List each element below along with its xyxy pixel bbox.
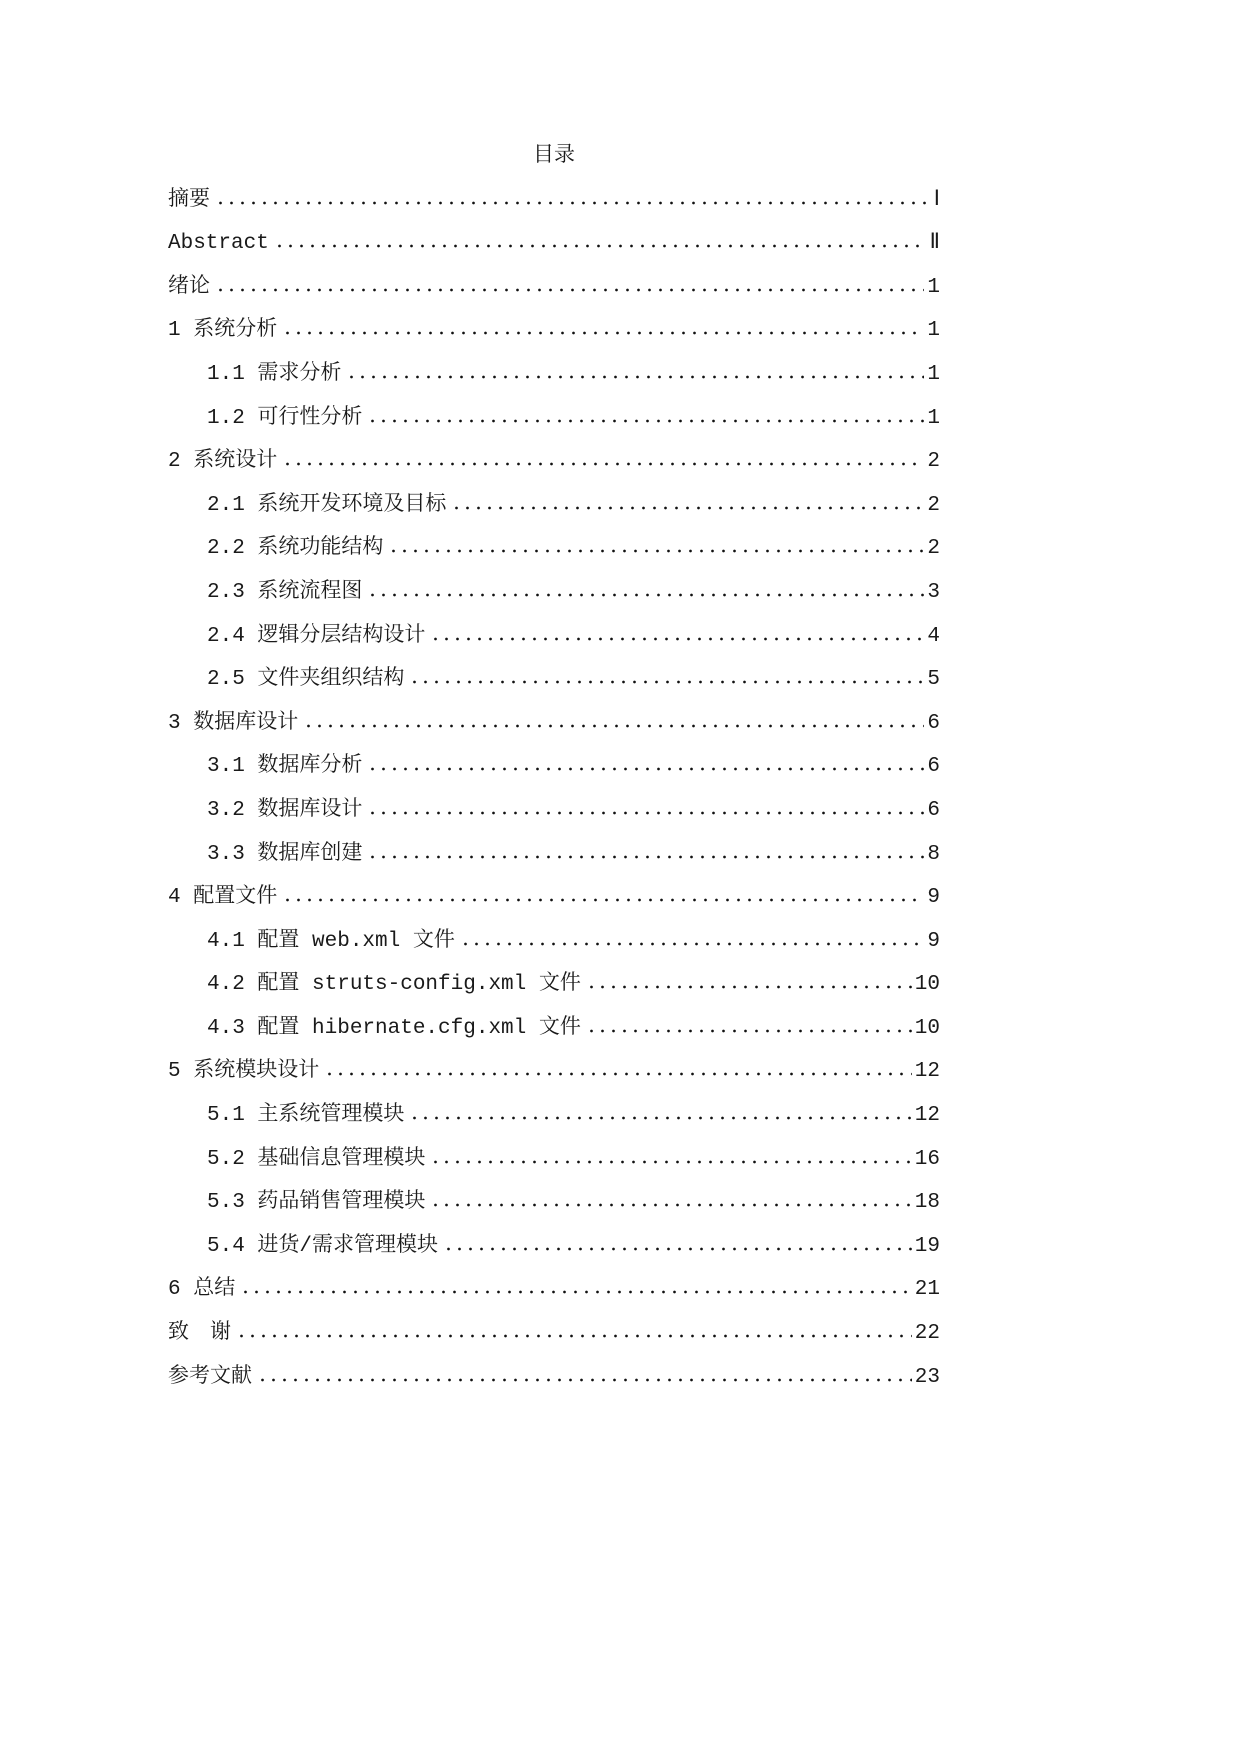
toc-subentry	[168, 745, 940, 789]
toc-page-number: 6	[927, 798, 940, 822]
toc-entry-label: 3.2 数据库设计	[207, 798, 363, 822]
toc-entry-label: 3.1 数据库分析	[207, 755, 363, 779]
toc-dot-leader	[409, 1116, 911, 1120]
toc-subentry	[168, 1225, 940, 1269]
toc-page-number: 9	[927, 886, 940, 910]
table-of-contents	[168, 135, 940, 1399]
toc-entry	[168, 222, 940, 266]
toc-subentry	[168, 833, 940, 877]
toc-entry-label: 2.4 逻辑分层结构设计	[207, 624, 426, 648]
toc-dot-leader	[324, 1072, 912, 1076]
toc-page-number: 12	[914, 1060, 940, 1084]
toc-entry-label: 4.1 配置 web.xml 文件	[207, 929, 455, 953]
toc-subentry	[168, 963, 940, 1007]
toc-entry-label: 2.2 系统功能结构	[207, 537, 384, 561]
toc-page-number: 1	[927, 275, 940, 299]
toc-dot-leader	[240, 1290, 912, 1294]
toc-entry-label: 5.2 基础信息管理模块	[207, 1147, 426, 1171]
toc-entry	[168, 266, 940, 310]
toc-entry-label: 5.1 主系统管理模块	[207, 1104, 405, 1128]
toc-page-number: 19	[914, 1234, 940, 1258]
toc-dot-leader	[367, 811, 924, 815]
toc-subentry	[168, 527, 940, 571]
toc-dot-leader	[367, 767, 924, 771]
toc-entry-label: 绪论	[168, 275, 210, 299]
toc-subentry	[168, 397, 940, 441]
toc-title: 目录	[533, 145, 575, 168]
toc-entry	[168, 179, 940, 223]
toc-page-number: 9	[927, 929, 940, 953]
toc-entry-label: 5.3 药品销售管理模块	[207, 1191, 426, 1215]
toc-entry-label: 2.5 文件夹组织结构	[207, 668, 405, 692]
toc-page-number: 2	[927, 450, 940, 474]
toc-dot-leader	[274, 244, 927, 248]
toc-dot-leader	[257, 1378, 912, 1382]
toc-entry-label: 致 谢	[168, 1322, 231, 1346]
toc-page-number: 6	[927, 755, 940, 779]
toc-dot-leader	[215, 288, 924, 292]
toc-entry	[168, 1312, 940, 1356]
toc-entry	[168, 1268, 940, 1312]
toc-dot-leader	[215, 201, 931, 205]
toc-dot-leader	[430, 637, 924, 641]
toc-subentry	[168, 1094, 940, 1138]
toc-dot-leader	[443, 1247, 912, 1251]
toc-dot-leader	[236, 1334, 912, 1338]
toc-page-number: 1	[927, 362, 940, 386]
toc-dot-leader	[282, 898, 924, 902]
toc-page-number: 10	[914, 973, 940, 997]
toc-dot-leader	[367, 419, 924, 423]
toc-entry-label: 3 数据库设计	[168, 711, 299, 735]
toc-page-number: 6	[927, 711, 940, 735]
toc-dot-leader	[409, 680, 924, 684]
toc-entry	[168, 876, 940, 920]
toc-page-number: Ⅱ	[929, 232, 940, 256]
toc-entry-label: 2 系统设计	[168, 450, 278, 474]
toc-entry-label: 1.2 可行性分析	[207, 406, 363, 430]
toc-entry-label: 2.3 系统流程图	[207, 580, 363, 604]
toc-entry	[168, 1356, 940, 1400]
toc-page-number: 12	[914, 1104, 940, 1128]
toc-entry-label: 参考文献	[168, 1365, 252, 1389]
toc-page-number: 3	[927, 580, 940, 604]
toc-dot-leader	[460, 942, 925, 946]
toc-entry-label: 1.1 需求分析	[207, 362, 342, 386]
toc-page-number: 16	[914, 1147, 940, 1171]
toc-entry-label: 2.1 系统开发环境及目标	[207, 493, 447, 517]
toc-subentry	[168, 1007, 940, 1051]
toc-page-number: 5	[927, 668, 940, 692]
toc-page-number: 8	[927, 842, 940, 866]
toc-dot-leader	[303, 724, 924, 728]
toc-dot-leader	[282, 462, 924, 466]
toc-dot-leader	[586, 1029, 912, 1033]
toc-entry-label: 3.3 数据库创建	[207, 842, 363, 866]
toc-subentry	[168, 615, 940, 659]
toc-subentry	[168, 920, 940, 964]
toc-entry-label: 摘要	[168, 188, 210, 212]
toc-entry	[168, 309, 940, 353]
toc-page-number: 10	[914, 1016, 940, 1040]
toc-entry	[168, 702, 940, 746]
toc-entry-label: 4 配置文件	[168, 886, 278, 910]
toc-dot-leader	[388, 549, 924, 553]
toc-page-number: 2	[927, 493, 940, 517]
toc-page-number: 18	[914, 1191, 940, 1215]
toc-entry	[168, 1050, 940, 1094]
toc-dot-leader	[430, 1203, 911, 1207]
toc-entry-label: 5.4 进货/需求管理模块	[207, 1234, 439, 1258]
toc-entry	[168, 440, 940, 484]
toc-dot-leader	[451, 506, 924, 510]
toc-entry-label: 4.2 配置 struts-config.xml 文件	[207, 973, 581, 997]
toc-dot-leader	[430, 1160, 911, 1164]
toc-entry-label: 4.3 配置 hibernate.cfg.xml 文件	[207, 1016, 581, 1040]
toc-subentry	[168, 789, 940, 833]
toc-subentry	[168, 353, 940, 397]
toc-entry-label: 5 系统模块设计	[168, 1060, 320, 1084]
toc-dot-leader	[346, 375, 924, 379]
toc-subentry	[168, 484, 940, 528]
toc-page-number: 2	[927, 537, 940, 561]
toc-subentry	[168, 571, 940, 615]
toc-entry-label: 1 系统分析	[168, 319, 278, 343]
toc-dot-leader	[367, 855, 924, 859]
toc-dot-leader	[282, 331, 924, 335]
toc-entry-list	[168, 179, 940, 1400]
toc-subentry	[168, 658, 940, 702]
toc-dot-leader	[586, 985, 912, 989]
toc-page-number: 23	[914, 1365, 940, 1389]
toc-subentry	[168, 1181, 940, 1225]
toc-page-number: 4	[927, 624, 940, 648]
toc-page-number: Ⅰ	[933, 188, 940, 212]
toc-entry-label: 6 总结	[168, 1278, 236, 1302]
toc-page-number: 1	[927, 319, 940, 343]
toc-dot-leader	[367, 593, 924, 597]
toc-page-number: 22	[914, 1322, 940, 1346]
toc-page-number: 1	[927, 406, 940, 430]
toc-subentry	[168, 1138, 940, 1182]
toc-page-number: 21	[914, 1278, 940, 1302]
toc-entry-label: Abstract	[168, 232, 269, 256]
